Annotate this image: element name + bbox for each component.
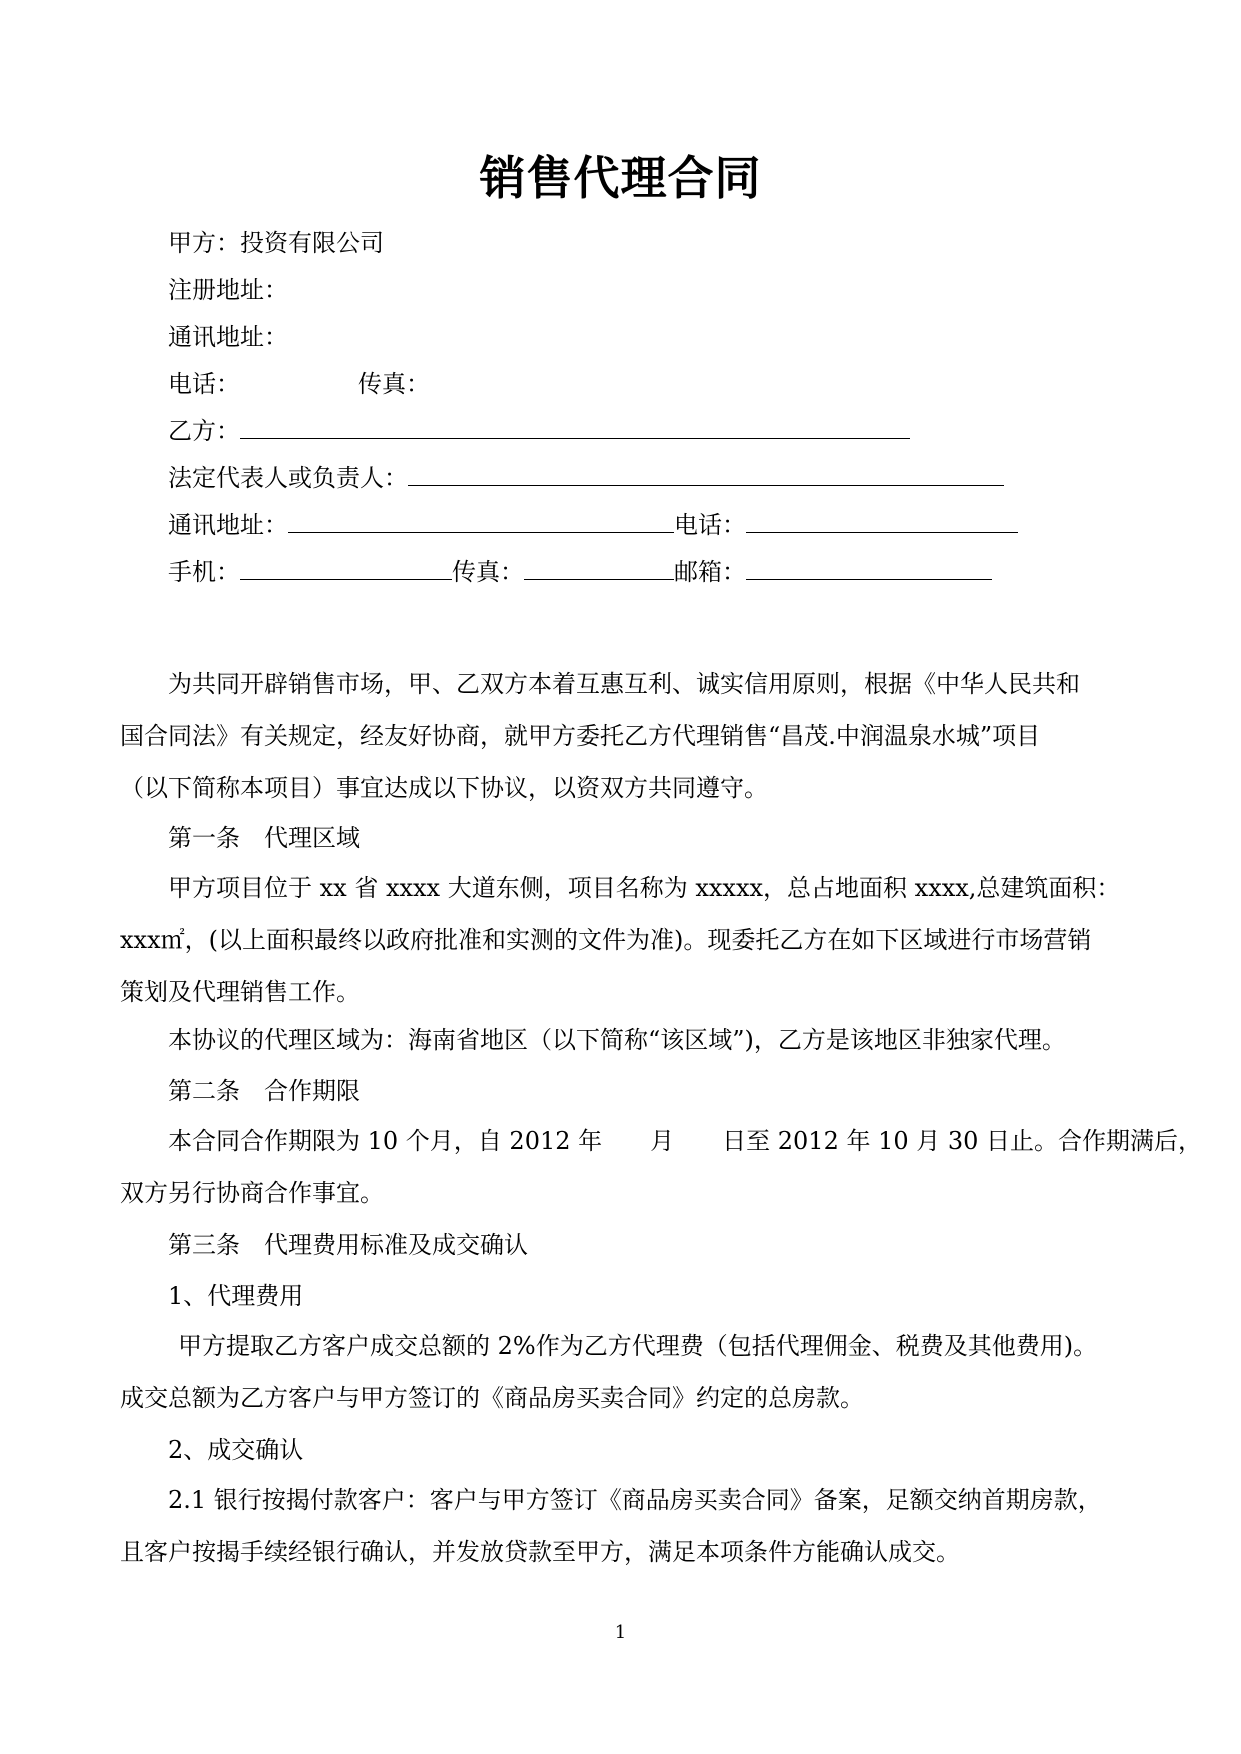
party-b-phone-blank <box>746 508 1018 533</box>
party-b-contact-row <box>168 555 992 589</box>
party-b-row <box>168 414 910 448</box>
party-b-fax-blank <box>524 555 674 580</box>
article-2-line: 本合同合作期限为 10 个月，自 2012 年 月 日至 2012 年 10 月 30 日止。合作期满后， <box>168 1127 1203 1155</box>
article-1-line: 策划及代理销售工作。 <box>120 978 360 1006</box>
party-b-mobile-label: 手机： <box>168 558 240 586</box>
preamble-line: 国合同法》有关规定，经友好协商，就甲方委托乙方代理销售“昌茂.中润温泉水城”项目 <box>120 722 1041 750</box>
article-3-sub-1-paragraph <box>120 1320 1130 1424</box>
article-3-sub-1-line: 甲方提取乙方客户成交总额的 2%作为乙方代理费（包括代理佣金、税费及其他费用)。 <box>178 1332 1098 1360</box>
article-2-heading: 第二条 合作期限 <box>168 1077 360 1105</box>
article-1-paragraph-2: 本协议的代理区域为：海南省地区（以下简称“该区域”)，乙方是该地区非独家代理。 <box>168 1026 1066 1054</box>
party-a-name: 甲方：投资有限公司 <box>168 229 384 257</box>
article-2-paragraph <box>120 1115 1203 1219</box>
article-3-sub-2-line: 且客户按揭手续经银行确认，并发放贷款至甲方，满足本项条件方能确认成交。 <box>120 1538 960 1566</box>
article-3-sub-2-line: 2.1 银行按揭付款客户：客户与甲方签订《商品房买卖合同》备案，足额交纳首期房款， <box>168 1486 1102 1514</box>
party-a-phone-label: 电话： <box>168 370 240 398</box>
article-2-line: 双方另行协商合作事宜。 <box>120 1179 384 1207</box>
preamble <box>120 658 1130 814</box>
article-3-sub-2-heading: 2、成交确认 <box>168 1436 304 1464</box>
party-b-address-blank <box>288 508 674 533</box>
party-b-fax-label: 传真： <box>452 558 524 586</box>
article-1-paragraph-1 <box>120 862 1130 1018</box>
article-3-heading: 第三条 代理费用标准及成交确认 <box>168 1231 528 1259</box>
party-b-legal-rep-row <box>168 461 1004 495</box>
article-1-line: xxx㎡，(以上面积最终以政府批准和实测的文件为准)。现委托乙方在如下区域进行市场营销 <box>120 926 1092 954</box>
party-b-mobile-blank <box>240 555 452 580</box>
party-b-address-label: 通讯地址： <box>168 511 288 539</box>
party-b-email-blank <box>746 555 992 580</box>
party-a-reg-address: 注册地址： <box>168 276 288 304</box>
party-a-contact-address: 通讯地址： <box>168 323 288 351</box>
party-b-legal-rep-blank <box>408 461 1004 486</box>
article-1-line: 甲方项目位于 xx 省 xxxx 大道东侧，项目名称为 xxxxx，总占地面积 xxxx,总建筑面积： <box>168 874 1121 902</box>
party-b-email-label: 邮箱： <box>674 558 746 586</box>
article-3-sub-2-paragraph <box>120 1474 1130 1578</box>
article-1-heading: 第一条 代理区域 <box>168 824 360 852</box>
party-a-fax-label: 传真： <box>358 370 430 398</box>
party-b-label: 乙方： <box>168 417 240 445</box>
preamble-line: （以下简称本项目）事宜达成以下协议，以资双方共同遵守。 <box>120 774 768 802</box>
preamble-line: 为共同开辟销售市场，甲、乙双方本着互惠互利、诚实信用原则，根据《中华人民共和 <box>168 670 1080 698</box>
party-b-legal-rep-label: 法定代表人或负责人： <box>168 464 408 492</box>
document-title: 销售代理合同 <box>479 151 762 205</box>
party-a-phone-fax-row <box>168 367 430 401</box>
party-b-phone-label: 电话： <box>674 511 746 539</box>
party-b-blank <box>240 414 910 439</box>
party-b-address-row <box>168 508 1018 542</box>
article-3-sub-1-heading: 1、代理费用 <box>168 1282 304 1310</box>
page-number: 1 <box>614 1622 627 1643</box>
article-3-sub-1-line: 成交总额为乙方客户与甲方签订的《商品房买卖合同》约定的总房款。 <box>120 1384 864 1412</box>
